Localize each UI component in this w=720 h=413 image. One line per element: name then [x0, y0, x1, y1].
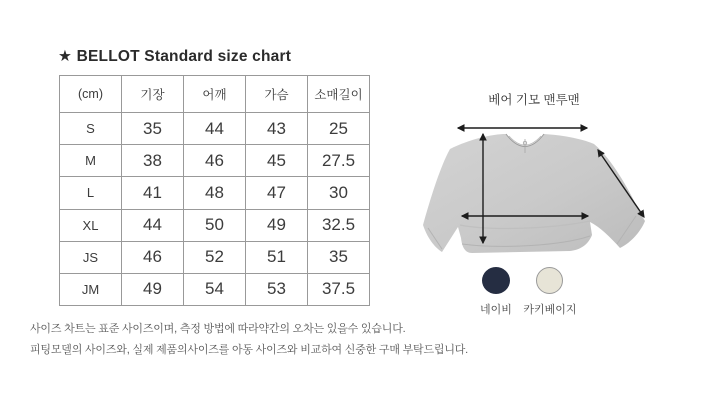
cell-value: 51 [246, 241, 308, 273]
cell-value: 47 [246, 177, 308, 209]
cell-value: 41 [122, 177, 184, 209]
cell-value: 25 [308, 113, 370, 145]
cell-value: 38 [122, 145, 184, 177]
color-label-navy: 네이비 [480, 304, 512, 316]
table-row [60, 113, 370, 145]
cell-value: 44 [184, 113, 246, 145]
cell-value: 53 [246, 273, 308, 305]
cell-value: 44 [122, 209, 184, 241]
col-header-shoulder: 어깨 [184, 76, 246, 113]
unit-header-cell: (cm) [60, 76, 122, 113]
cell-value: 27.5 [308, 145, 370, 177]
cell-value: 35 [308, 241, 370, 273]
table-row [60, 145, 370, 177]
garment-measurement-image [420, 105, 710, 265]
table-row [60, 241, 370, 273]
cell-value: 48 [184, 177, 246, 209]
sweatshirt-image [423, 134, 645, 253]
table-header-row [60, 76, 370, 113]
color-label-khaki-beige: 카키베이지 [523, 304, 577, 316]
col-header-length: 기장 [122, 76, 184, 113]
size-label: XL [60, 209, 122, 241]
table-row [60, 209, 370, 241]
size-label: L [60, 177, 122, 209]
size-label: JM [60, 273, 122, 305]
cell-value: 52 [184, 241, 246, 273]
table-row [60, 177, 370, 209]
product-name: 베어 기모 맨투맨 [488, 93, 580, 107]
color-swatch-navy [482, 267, 510, 294]
cell-value: 49 [122, 273, 184, 305]
cell-value: 49 [246, 209, 308, 241]
size-label: S [60, 113, 122, 145]
cell-value: 32.5 [308, 209, 370, 241]
cell-value: 45 [246, 145, 308, 177]
cell-value: 43 [246, 113, 308, 145]
size-table [59, 75, 370, 306]
col-header-chest: 가슴 [246, 76, 308, 113]
cell-value: 50 [184, 209, 246, 241]
cell-value: 46 [184, 145, 246, 177]
cell-value: 35 [122, 113, 184, 145]
cell-value: 30 [308, 177, 370, 209]
size-note-line-1: 사이즈 차트는 표준 사이즈이며, 측정 방법에 따라약간의 오차는 있을수 있습니다. [30, 323, 406, 335]
size-label: M [60, 145, 122, 177]
cell-value: 46 [122, 241, 184, 273]
cell-value: 54 [184, 273, 246, 305]
size-label: JS [60, 241, 122, 273]
table-row [60, 273, 370, 305]
page-title: ★ BELLOT Standard size chart [58, 48, 292, 65]
col-header-sleeve: 소매길이 [308, 76, 370, 113]
size-note-line-2: 피팅모델의 사이즈와, 실제 제품의사이즈를 아동 사이즈와 비교하여 신중한 구매 부탁드립니다. [30, 344, 469, 356]
color-swatch-khaki-beige [536, 267, 563, 294]
button-detail [523, 141, 527, 145]
cell-value: 37.5 [308, 273, 370, 305]
